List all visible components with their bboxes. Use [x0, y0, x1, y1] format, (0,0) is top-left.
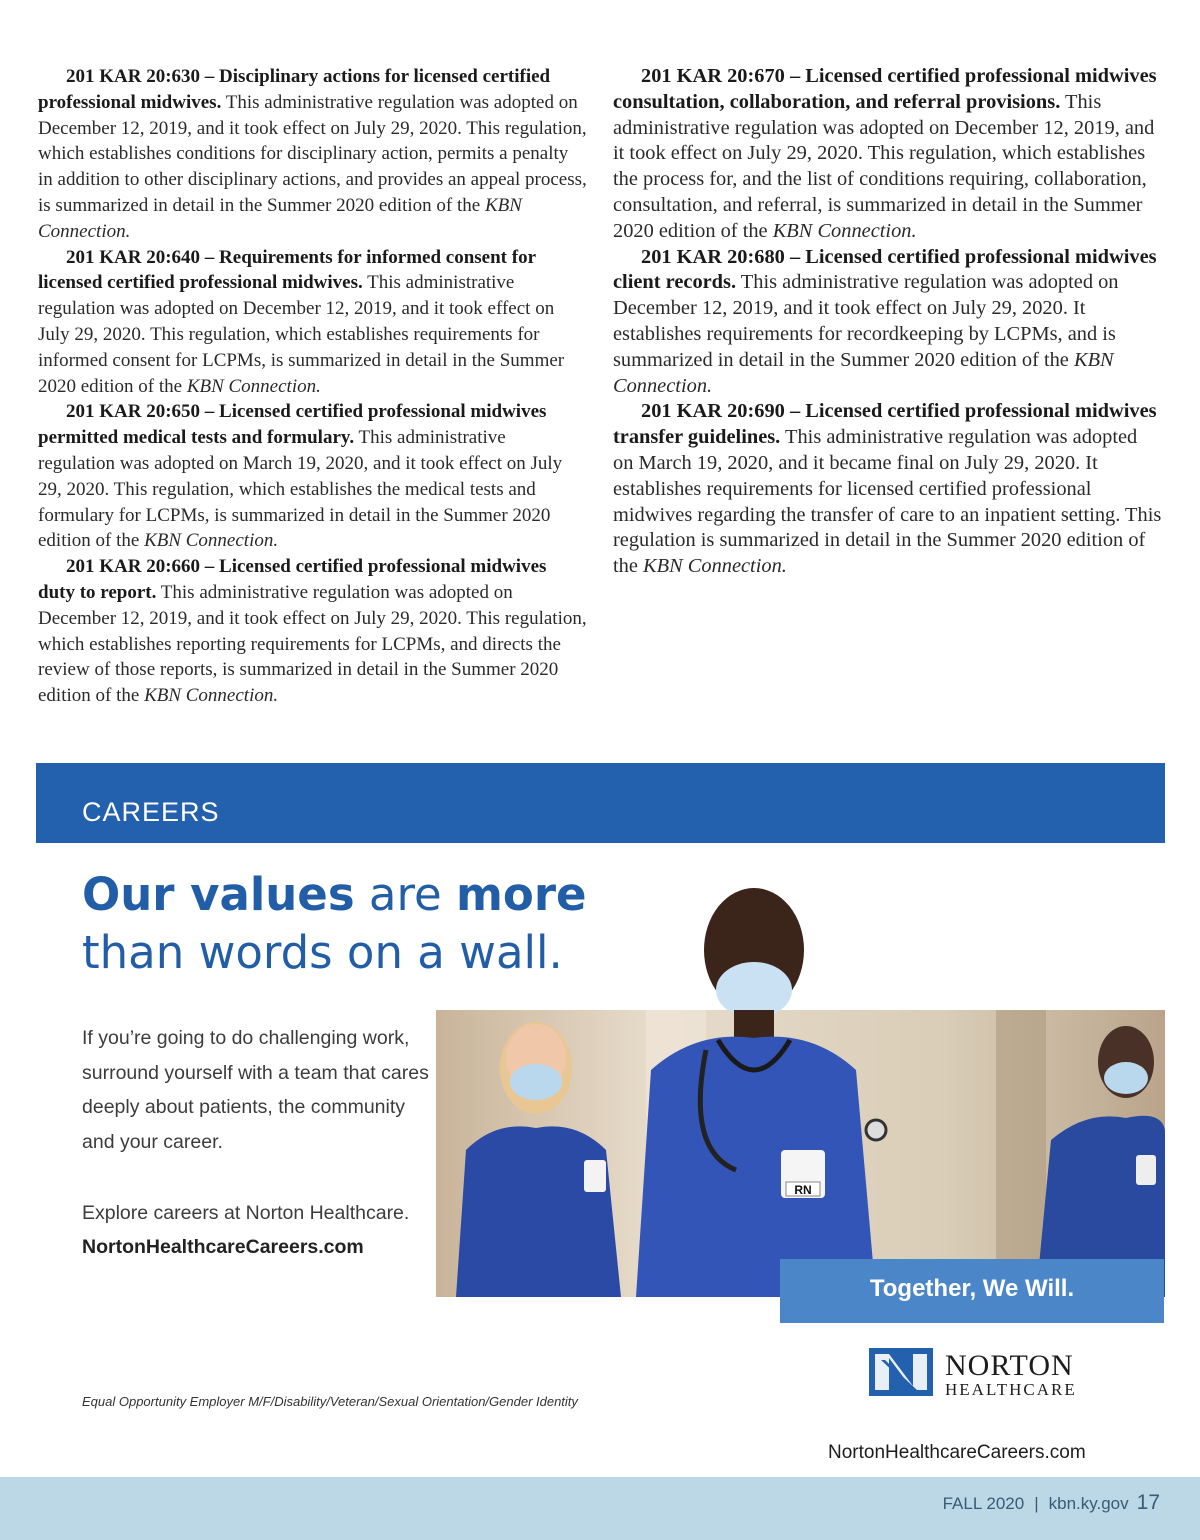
right-column [613, 64, 1162, 709]
headline-line-1: Our values are more [82, 868, 587, 921]
ad-explore [82, 1196, 409, 1264]
ad-body-copy: If you’re going to do challenging work, surround yourself with a team that cares deeply about patients, the community and your career. [82, 1027, 429, 1153]
regulation-paragraph: 201 KAR 20:660 – Licensed certified professional midwives duty to report. This administrative regulation was adopted on December 12, 2019, and it took effect on July 29, 2020. This regulation, which establishes reporting requirements for LCPMs, and directs the review of those reports, is summarized in detail in the Summer 2020 edition of the KBN Connection. [38, 556, 587, 707]
tagline: Together, We Will. [869, 1275, 1075, 1302]
footer-separator: | [1034, 1494, 1039, 1513]
eoe-statement: Equal Opportunity Employer M/F/Disability/Veteran/Sexual Orientation/Gender Identity [82, 1394, 578, 1409]
logo-subname: HEALTHCARE [945, 1380, 1077, 1399]
nurses-photo [436, 1010, 1165, 1297]
careers-label: CAREERS [82, 797, 220, 827]
issue-label: FALL 2020 [942, 1494, 1025, 1513]
ad-headline [82, 866, 587, 982]
page-footer [943, 1491, 1160, 1515]
tagline-box [780, 1259, 1164, 1323]
headline-line-2: than words on a wall. [82, 926, 563, 979]
page-number: 17 [1136, 1491, 1160, 1514]
regulation-paragraph: 201 KAR 20:630 – Disciplinary actions for licensed certified professional midwives. This administrative regulation was adopted on December 12, 2019, and it took effect on July 29, 2020. This regulation, which establishes conditions for disciplinary action, permits a penalty in addition to other disciplinary actions, and provides an appeal process, is summarized in detail in the Summer 2020 edition of the KBN Connection. [38, 66, 587, 242]
regulation-paragraph: 201 KAR 20:690 – Licensed certified professional midwives transfer guidelines. This administrative regulation was adopted on March 19, 2020, and it became final on July 29, 2020. It establishes requirements for licensed certified professional midwives regarding the transfer of care to an inpatient setting. This regulation is summarized in detail in the Summer 2020 edition of the KBN Connection. [613, 400, 1162, 578]
regulation-paragraph: 201 KAR 20:670 – Licensed certified professional midwives consultation, collaboration, and referral provisions. This administrative regulation was adopted on December 12, 2019, and it took effect on July 29, 2020. This regulation, which establishes the process for, and the list of conditions requiring, collaboration, consultation, and referral, is summarized in detail in the Summer 2020 edition of the KBN Connection. [613, 65, 1157, 242]
logo-name: NORTON [945, 1349, 1074, 1382]
regulation-paragraph: 201 KAR 20:640 – Requirements for informed consent for licensed certified professional midwives. This administrative regulation was adopted on December 12, 2019, and it took effect on July 29, 2020. This regulation, which establishes requirements for informed consent for LCPMs, is summarized in detail in the Summer 2020 edition of the KBN Connection. [38, 246, 565, 397]
bottom-careers-link[interactable]: NortonHealthcareCareers.com [828, 1442, 1086, 1463]
site-link[interactable]: kbn.ky.gov [1048, 1494, 1129, 1513]
careers-ad [36, 763, 1165, 1461]
regulation-paragraph: 201 KAR 20:650 – Licensed certified professional midwives permitted medical tests and formulary. This administrative regulation was adopted on March 19, 2020, and it took effect on July 29, 2020. This regulation, which establishes the medical tests and formulary for LCPMs, is summarized in detail in the Summer 2020 edition of the KBN Connection. [38, 401, 563, 552]
ad-header-bar [36, 763, 1165, 843]
rn-badge-text: RN [794, 1183, 812, 1197]
left-column [38, 64, 587, 709]
explore-text: Explore careers at Norton Healthcare. [82, 1202, 410, 1224]
careers-link[interactable]: NortonHealthcareCareers.com [82, 1236, 364, 1258]
regulations-columns [38, 64, 1162, 709]
regulation-paragraph: 201 KAR 20:680 – Licensed certified professional midwives client records. This administrative regulation was adopted on December 12, 2019, and it took effect on July 29, 2020. It establishes requirements for recordkeeping by LCPMs, and is summarized in detail in the Summer 2020 edition of the KBN Connection. [613, 245, 1157, 397]
